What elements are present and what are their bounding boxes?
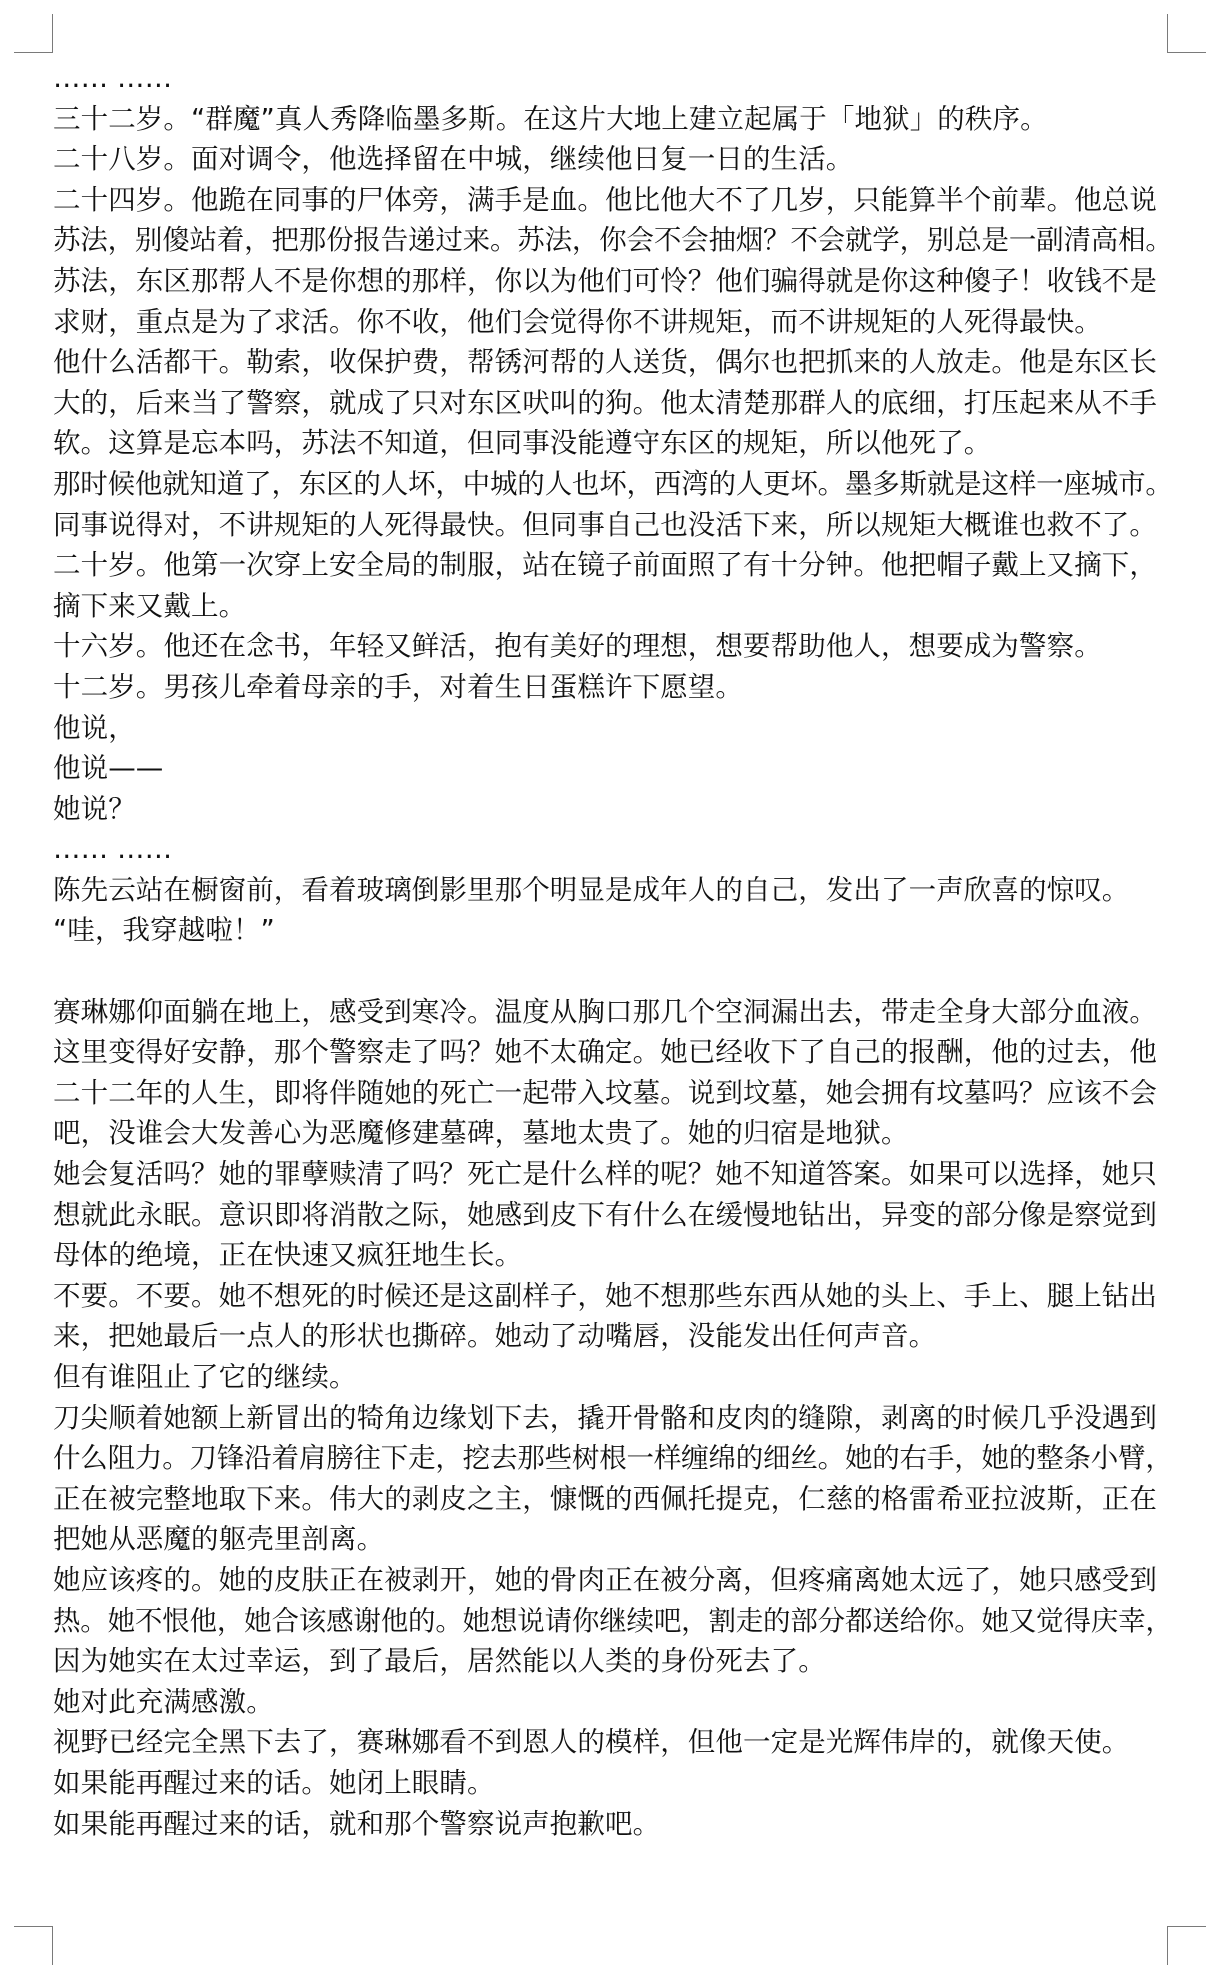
text-line: 二十八岁。面对调令，他选择留在中城，继续他日复一日的生活。 [53,143,854,176]
text-line: 如果能再醒过来的话，就和那个警察说声抱歉吧。 [53,1807,661,1840]
text-line: 刀尖顺着她额上新冒出的犄角边缘划下去，撬开骨骼和皮肉的缝隙，剥离的时候几乎没遇到 [53,1401,1157,1434]
text-line: 那时候他就知道了，东区的人坏，中城的人也坏，西湾的人更坏。墨多斯就是这样一座城市。 [53,467,1173,500]
document-body [53,58,1173,1844]
text-line: 二十二年的人生，即将伴随她的死亡一起带入坟墓。说到坟墓，她会拥有坟墓吗？应该不会 [53,1076,1157,1109]
text-line: 求财，重点是为了求活。你不收，他们会觉得你不讲规矩，而不讲规矩的人死得最快。 [53,305,1102,338]
crop-mark-top-right [1167,14,1206,53]
text-line: 她会复活吗？她的罪孽赎清了吗？死亡是什么样的呢？她不知道答案。如果可以选择，她只 [53,1158,1157,1191]
text-line: 但有谁阻止了它的继续。 [53,1361,357,1393]
crop-mark-bottom-right [1167,1926,1206,1965]
text-line: 什么阻力。刀锋沿着肩膀往下走，挖去那些树根一样缠绵的细丝。她的右手，她的整条小臂， [53,1442,1173,1475]
text-line: 来，把她最后一点人的形状也撕碎。她动了动嘴唇，没能发出任何声音。 [53,1320,937,1353]
text-line: 吧，没谁会大发善心为恶魔修建墓碑，墓地太贵了。她的归宿是地狱。 [53,1117,909,1150]
text-line: 赛琳娜仰面躺在地上，感受到寒冷。温度从胸口那几个空洞漏出去，带走全身大部分血液。 [53,995,1157,1028]
text-line: 他什么活都干。勒索，收保护费，帮锈河帮的人送货，偶尔也把抓来的人放走。他是东区长 [53,346,1157,379]
text-line: 视野已经完全黑下去了，赛琳娜看不到恩人的模样，但他一定是光辉伟岸的，就像天使。 [53,1726,1130,1759]
text-line: 她对此充满感激。 [53,1685,274,1718]
text-line: 大的，后来当了警察，就成了只对东区吠叫的狗。他太清楚那群人的底细，打压起来从不手 [53,386,1157,419]
text-line: 热。她不恨他，她合该感谢他的。她想说请你继续吧，割走的部分都送给你。她又觉得庆幸， [53,1604,1173,1637]
text-line: 她应该疼的。她的皮肤正在被剥开，她的骨肉正在被分离，但疼痛离她太远了，她只感受到 [53,1563,1157,1596]
text-line: 软。这算是忘本吗，苏法不知道，但同事没能遵守东区的规矩，所以他死了。 [53,427,992,460]
text-line: 她说？ [53,792,136,825]
text-line: 把她从恶魔的躯壳里剖离。 [53,1523,385,1556]
text-line: 陈先云站在橱窗前，看着玻璃倒影里那个明显是成年人的自己，发出了一声欣喜的惊叹。 [53,873,1130,906]
text-line: 苏法，别傻站着，把那份报告递过来。苏法，你会不会抽烟？不会就学，别总是一副清高相。 [53,224,1173,257]
text-line: …… …… [53,833,173,866]
crop-mark-top-left [14,14,53,53]
text-line: 三十二岁。“群魔”真人秀降临墨多斯。在这片大地上建立起属于「地狱」的秩序。 [53,102,1048,135]
text-line: 如果能再醒过来的话。她闭上眼睛。 [53,1766,495,1799]
text-line: 苏法，东区那帮人不是你想的那样，你以为他们可怜？他们骗得就是你这种傻子！收钱不是 [53,264,1157,297]
text-line: 同事说得对，不讲规矩的人死得最快。但同事自己也没活下来，所以规矩大概谁也救不了。 [53,508,1157,541]
text-line: 他说—— [53,752,164,785]
text-line: 不要。不要。她不想死的时候还是这副样子，她不想那些东西从她的头上、手上、腿上钻出 [53,1279,1157,1312]
blank-line [53,951,1173,992]
text-line: 正在被完整地取下来。伟大的剥皮之主，慷慨的西佩托提克，仁慈的格雷希亚拉波斯，正在 [53,1482,1157,1515]
text-line: 这里变得好安静，那个警察走了吗？她不太确定。她已经收下了自己的报酬，他的过去，他 [53,1036,1157,1069]
text-line: 二十岁。他第一次穿上安全局的制服，站在镜子前面照了有十分钟。他把帽子戴上又摘下， [53,549,1157,582]
crop-mark-bottom-left [14,1926,53,1965]
text-line: 二十四岁。他跪在同事的尸体旁，满手是血。他比他大不了几岁，只能算半个前辈。他总说 [53,183,1157,216]
text-line: 母体的绝境，正在快速又疯狂地生长。 [53,1239,523,1272]
text-line: 十二岁。男孩儿牵着母亲的手，对着生日蛋糕许下愿望。 [53,670,743,703]
text-line: 想就此永眠。意识即将消散之际，她感到皮下有什么在缓慢地钻出，异变的部分像是察觉到 [53,1198,1157,1231]
text-line: 摘下来又戴上。 [53,589,247,622]
text-line: 他说， [53,711,136,744]
text-line: …… …… [53,62,173,94]
text-line: 十六岁。他还在念书，年轻又鲜活，抱有美好的理想，想要帮助他人，想要成为警察。 [53,630,1102,663]
text-line: 因为她实在太过幸运，到了最后，居然能以人类的身份死去了。 [53,1645,826,1678]
text-line: “哇，我穿越啦！” [53,914,275,947]
